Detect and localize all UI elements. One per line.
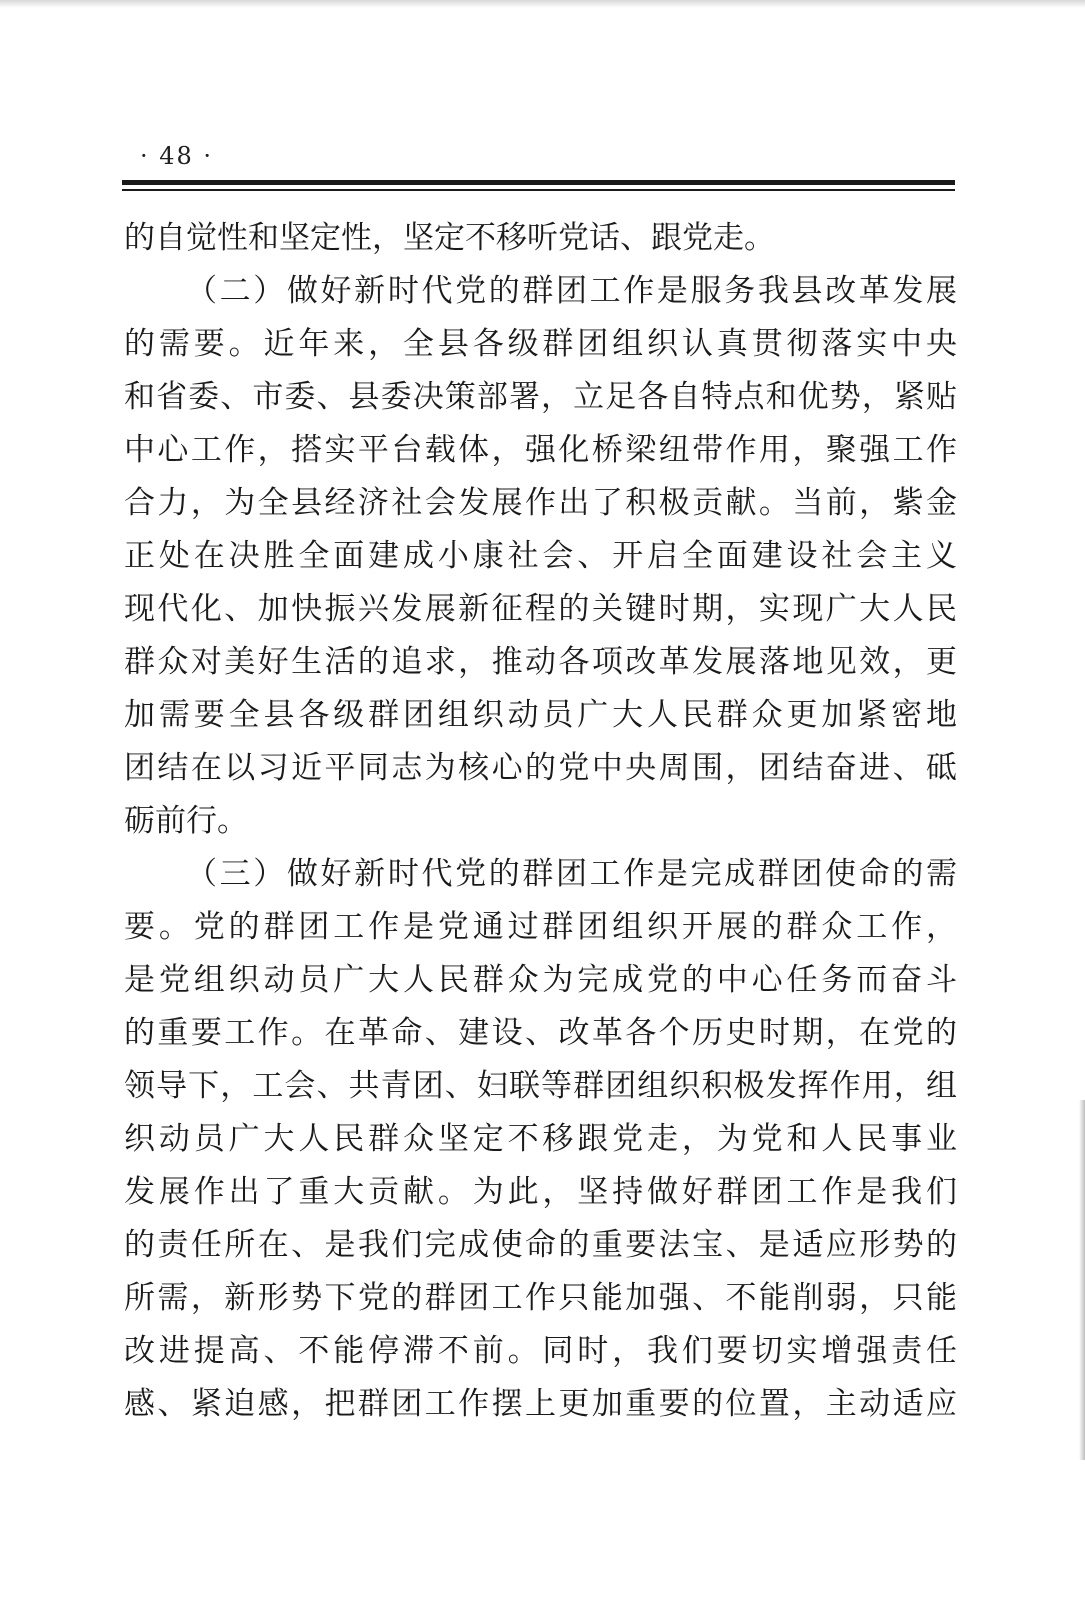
text-line: 的责任所在、是我们完成使命的重要法宝、是适应形势的 xyxy=(124,1227,957,1263)
scan-edge-shadow xyxy=(1079,1100,1085,1460)
text-line: 正处在决胜全面建成小康社会、开启全面建设社会主义 xyxy=(124,538,957,574)
text-line: 合力，为全县经济社会发展作出了积极贡献。当前，紫金 xyxy=(124,485,957,521)
text-line: 要。党的群团工作是党通过群团组织开展的群众工作， xyxy=(124,909,957,945)
header-rule-thick xyxy=(122,180,955,185)
text-line: （三）做好新时代党的群团工作是完成群团使命的需 xyxy=(186,856,957,892)
text-line: 中心工作，搭实平台载体，强化桥梁纽带作用，聚强工作 xyxy=(124,432,957,468)
text-line: 的需要。近年来，全县各级群团组织认真贯彻落实中央 xyxy=(124,326,957,362)
header-rule-thin xyxy=(122,189,955,191)
text-line: 所需，新形势下党的群团工作只能加强、不能削弱，只能 xyxy=(124,1280,957,1316)
text-line: （二）做好新时代党的群团工作是服务我县改革发展 xyxy=(186,273,957,309)
text-line: 现代化、加快振兴发展新征程的关键时期，实现广大人民 xyxy=(124,591,957,627)
text-line: 感、紧迫感，把群团工作摆上更加重要的位置，主动适应 xyxy=(124,1386,957,1422)
page-number: · 48 · xyxy=(140,142,214,170)
scan-top-edge xyxy=(0,0,1085,8)
text-line: 砺前行。 xyxy=(124,803,248,839)
body-text xyxy=(124,212,957,1431)
text-line: 的自觉性和坚定性，坚定不移听党话、跟党走。 xyxy=(124,220,775,256)
text-line: 织动员广大人民群众坚定不移跟党走，为党和人民事业 xyxy=(124,1121,957,1157)
text-line: 的重要工作。在革命、建设、改革各个历史时期，在党的 xyxy=(124,1015,957,1051)
text-line: 和省委、市委、县委决策部署，立足各自特点和优势，紧贴 xyxy=(124,379,957,415)
text-line: 加需要全县各级群团组织动员广大人民群众更加紧密地 xyxy=(124,697,957,733)
text-line: 发展作出了重大贡献。为此，坚持做好群团工作是我们 xyxy=(124,1174,957,1210)
text-line: 团结在以习近平同志为核心的党中央周围，团结奋进、砥 xyxy=(124,750,957,786)
text-line: 领导下，工会、共青团、妇联等群团组织积极发挥作用，组 xyxy=(124,1068,957,1104)
text-line: 群众对美好生活的追求，推动各项改革发展落地见效，更 xyxy=(124,644,957,680)
text-line: 改进提高、不能停滞不前。同时，我们要切实增强责任 xyxy=(124,1333,957,1369)
text-line: 是党组织动员广大人民群众为完成党的中心任务而奋斗 xyxy=(124,962,957,998)
